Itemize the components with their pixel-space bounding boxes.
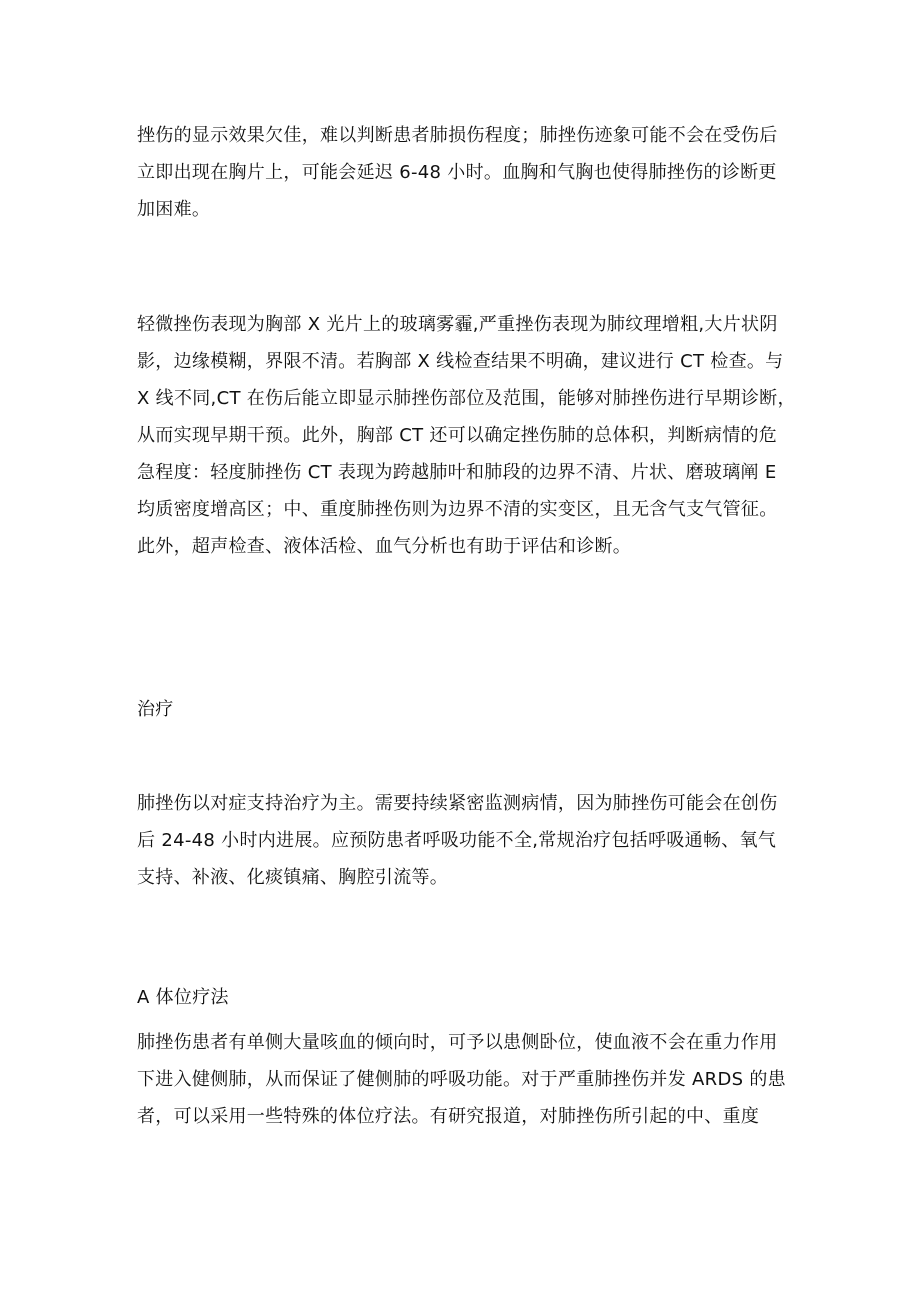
text-line: 影，边缘模糊，界限不清。若胸部 X 线检查结果不明确，建议进行 CT 检查。与 <box>137 351 784 372</box>
text-line: 挫伤的显示效果欠佳，难以判断患者肺损伤程度；肺挫伤迹象可能不会在受伤后 <box>137 125 778 146</box>
text-line: 下进入健侧肺，从而保证了健侧肺的呼吸功能。对于严重肺挫伤并发 ARDS 的患 <box>137 1069 786 1090</box>
text-line: 轻微挫伤表现为胸部 X 光片上的玻璃雾霾,严重挫伤表现为肺纹理增粗,大片状阴 <box>137 314 778 335</box>
text-line: 均质密度增高区；中、重度肺挫伤则为边界不清的实变区，且无含气支气管征。 <box>137 499 778 520</box>
text-line: 肺挫伤以对症支持治疗为主。需要持续紧密监测病情，因为肺挫伤可能会在创伤 <box>137 793 778 814</box>
section-heading-treatment: 治疗 <box>137 699 174 720</box>
text-line: 从而实现早期干预。此外，胸部 CT 还可以确定挫伤肺的总体积，判断病情的危 <box>137 425 778 446</box>
paragraph-treatment-overview <box>137 785 797 896</box>
text-line: 立即出现在胸片上，可能会延迟 6-48 小时。血胸和气胸也使得肺挫伤的诊断更 <box>137 162 777 183</box>
text-line: 后 24-48 小时内进展。应预防患者呼吸功能不全,常规治疗包括呼吸通畅、氧气 <box>137 830 777 851</box>
text-line: 者，可以采用一些特殊的体位疗法。有研究报道，对肺挫伤所引起的中、重度 <box>137 1106 760 1127</box>
text-line: 肺挫伤患者有单侧大量咳血的倾向时，可予以患侧卧位，使血液不会在重力作用 <box>137 1032 778 1053</box>
text-line: 急程度：轻度肺挫伤 CT 表现为跨越肺叶和肺段的边界不清、片状、磨玻璃阐 E <box>137 462 777 483</box>
text-line: 此外，超声检查、液体活检、血气分析也有助于评估和诊断。 <box>137 536 632 557</box>
subsection-heading-position-therapy: A 体位疗法 <box>137 987 229 1008</box>
text-line: 支持、补液、化痰镇痛、胸腔引流等。 <box>137 867 449 888</box>
paragraph-imaging-limitations <box>137 117 797 228</box>
paragraph-imaging-findings <box>137 306 797 565</box>
paragraph-position-therapy <box>137 1024 797 1135</box>
text-line: 加困难。 <box>137 199 211 220</box>
text-line: X 线不同,CT 在伤后能立即显示肺挫伤部位及范围，能够对肺挫伤进行早期诊断， <box>137 388 796 409</box>
